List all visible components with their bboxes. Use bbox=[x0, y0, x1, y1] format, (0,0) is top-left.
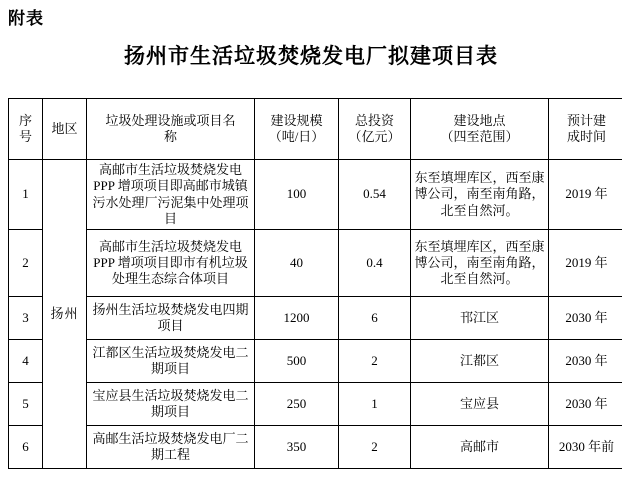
table-row bbox=[9, 230, 622, 297]
table-row bbox=[9, 383, 622, 426]
header-seq bbox=[9, 99, 43, 160]
cell-name: 宝应县生活垃圾焚烧发电二期项目 bbox=[87, 383, 255, 426]
cell-scale: 100 bbox=[255, 160, 339, 230]
cell-time: 2019 年 bbox=[549, 230, 622, 297]
header-place-line2: （四至范围） bbox=[440, 129, 519, 144]
cell-place: 东至填埋库区，西至康博公司，南至南角路，北至自然河。 bbox=[411, 230, 549, 297]
page-title: 扬州市生活垃圾焚烧发电厂拟建项目表 bbox=[124, 44, 498, 68]
header-invest-line2: （亿元） bbox=[348, 129, 401, 144]
cell-seq: 3 bbox=[9, 297, 43, 340]
cell-place: 江都区 bbox=[411, 340, 549, 383]
cell-place: 宝应县 bbox=[411, 383, 549, 426]
header-place bbox=[411, 99, 549, 160]
header-invest bbox=[339, 99, 411, 160]
cell-seq: 6 bbox=[9, 426, 43, 469]
header-time-line1: 预计建 bbox=[566, 112, 606, 128]
header-place-line1: 建设地点 bbox=[453, 112, 506, 128]
header-seq-line1: 序 bbox=[18, 112, 32, 128]
cell-scale: 40 bbox=[255, 230, 339, 297]
header-invest-line1: 总投资 bbox=[354, 112, 394, 128]
attachment-label: 附表 bbox=[8, 9, 44, 28]
cell-seq: 2 bbox=[9, 230, 43, 297]
cell-place: 东至填埋库区，西至康博公司，南至南角路，北至自然河。 bbox=[411, 160, 549, 230]
cell-time: 2030 年前 bbox=[549, 426, 622, 469]
table-row bbox=[9, 426, 622, 469]
cell-seq: 4 bbox=[9, 340, 43, 383]
table-row bbox=[9, 297, 622, 340]
table-header bbox=[9, 99, 622, 160]
cell-time: 2019 年 bbox=[549, 160, 622, 230]
cell-invest: 2 bbox=[339, 340, 411, 383]
cell-scale: 350 bbox=[255, 426, 339, 469]
cell-invest: 1 bbox=[339, 383, 411, 426]
cell-place: 高邮市 bbox=[411, 426, 549, 469]
cell-time: 2030 年 bbox=[549, 340, 622, 383]
cell-name: 高邮生活垃圾焚烧发电厂二期工程 bbox=[87, 426, 255, 469]
cell-region: 扬州 bbox=[43, 160, 87, 469]
header-name bbox=[87, 99, 255, 160]
header-name-line2: 称 bbox=[163, 129, 177, 144]
header-time bbox=[549, 99, 622, 160]
project-table bbox=[8, 98, 622, 469]
cell-scale: 1200 bbox=[255, 297, 339, 340]
cell-time: 2030 年 bbox=[549, 297, 622, 340]
cell-scale: 500 bbox=[255, 340, 339, 383]
cell-name: 高邮市生活垃圾焚烧发电PPP 增项项目即高邮市城镇污水处理厂污泥集中处理项目 bbox=[87, 160, 255, 230]
table-row bbox=[9, 160, 622, 230]
cell-name: 江都区生活垃圾焚烧发电二期项目 bbox=[87, 340, 255, 383]
table-row bbox=[9, 340, 622, 383]
header-region-line1: 地区 bbox=[51, 120, 78, 136]
header-time-line2: 成时间 bbox=[566, 129, 606, 144]
cell-invest: 6 bbox=[339, 297, 411, 340]
cell-seq: 5 bbox=[9, 383, 43, 426]
cell-seq: 1 bbox=[9, 160, 43, 230]
cell-time: 2030 年 bbox=[549, 383, 622, 426]
header-seq-line2: 号 bbox=[18, 129, 32, 144]
header-scale-line2: （吨/日） bbox=[268, 129, 325, 144]
header-name-line1: 垃圾处理设施或项目名 bbox=[105, 112, 236, 128]
cell-name: 高邮市生活垃圾焚烧发电PPP 增项项目即市有机垃圾处理生态综合体项目 bbox=[87, 230, 255, 297]
cell-name: 扬州生活垃圾焚烧发电四期项目 bbox=[87, 297, 255, 340]
cell-invest: 2 bbox=[339, 426, 411, 469]
table-body bbox=[9, 160, 622, 469]
cell-invest: 0.4 bbox=[339, 230, 411, 297]
header-scale-line1: 建设规模 bbox=[270, 112, 323, 128]
header-scale bbox=[255, 99, 339, 160]
cell-invest: 0.54 bbox=[339, 160, 411, 230]
header-region bbox=[43, 99, 87, 160]
cell-place: 邗江区 bbox=[411, 297, 549, 340]
cell-scale: 250 bbox=[255, 383, 339, 426]
